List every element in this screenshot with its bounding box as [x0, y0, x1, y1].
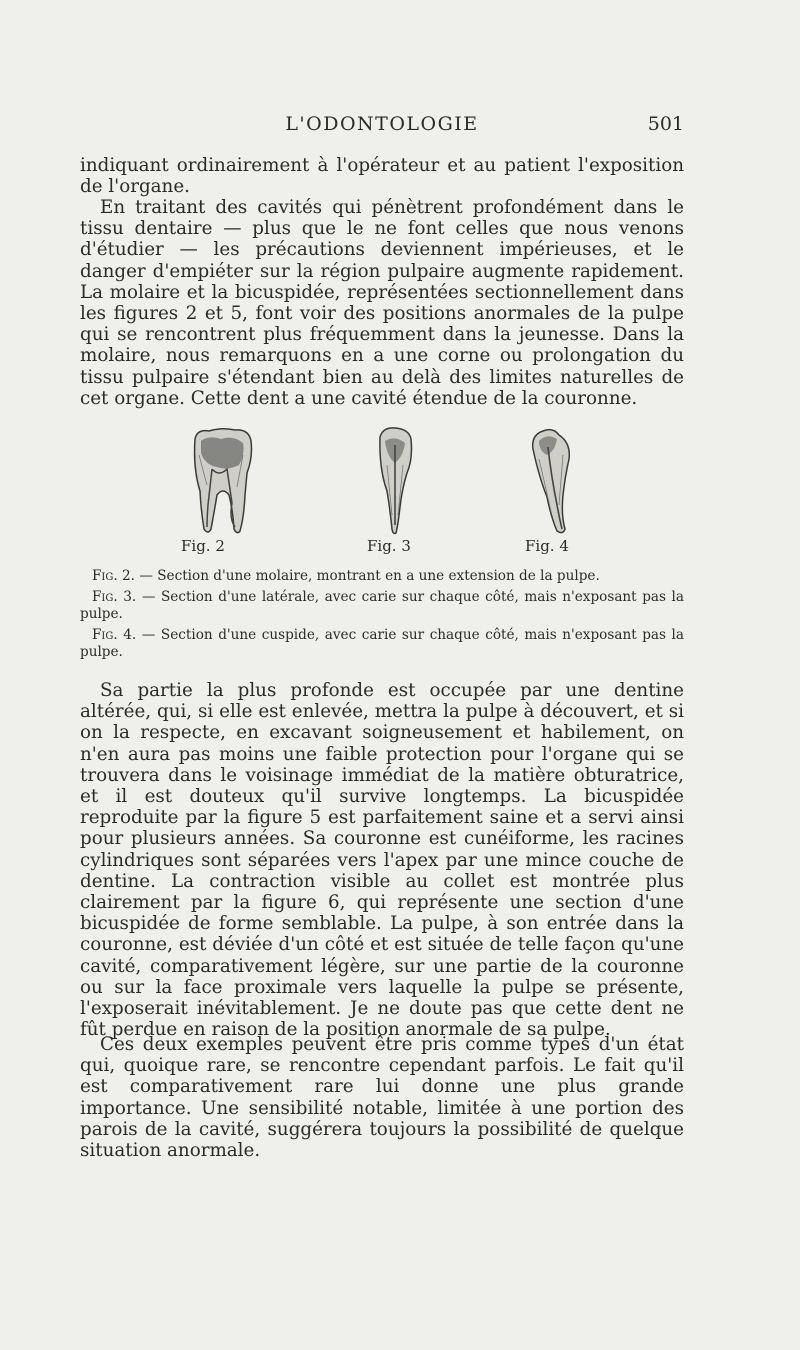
paragraph-1: indiquant ordinairement à l'opérateur et au patient l'exposition de l'organe. [80, 155, 684, 198]
cuspid-section-icon [527, 425, 577, 535]
paragraph-2: En traitant des cavités qui pénètrent profondément dans le tissu dentaire — plus que le ne font celles que nous venons d'étudier — les précautions deviennent impérieuses, et le danger d'empiéter sur la région pulpaire augmente rapidement. La molaire et la bicuspidée, représentées sectionnellement dans les figures 2 et 5, font voir des positions anormales de la pulpe qui se rencontrent plus fréquemment dans la jeunesse. Dans la molaire, nous remarquons en a une corne ou prolongation du tissu pulpaire s'étendant bien au delà des limites naturelles de cet organe. Cette dent a une cavité étendue de la couronne. [80, 197, 684, 409]
caption-text: — Section d'une molaire, montrant en a une extension de la pulpe. [139, 568, 600, 584]
caption-fig-4 [80, 627, 684, 661]
caption-text: — Section d'une cuspide, avec carie sur chaque côté, mais n'exposant pas la pulpe. [80, 627, 684, 660]
figure-captions [80, 568, 684, 665]
caption-prefix: Fig. 2. [92, 568, 135, 584]
molar-section-icon [187, 425, 257, 535]
caption-fig-3 [80, 589, 684, 623]
figure-3-label: Fig. 3 [367, 537, 411, 555]
figure-3 [367, 425, 415, 555]
caption-text: — Section d'une latérale, avec carie sur chaque côté, mais n'exposant pas la pulpe. [80, 589, 685, 622]
caption-prefix: Fig. 4. [92, 627, 137, 643]
figure-4 [525, 425, 577, 555]
paragraph-4: Ces deux exemples peuvent être pris comme types d'un état qui, quoique rare, se rencontre cependant parfois. Le fait qu'il est comparativement rare lui donne une plus grande importance. Une sensibilité notable, limitée à une portion des parois de la cavité, suggérera toujours la possibilité de quelque situation anormale. [80, 1034, 684, 1162]
page-header [80, 113, 684, 143]
figure-4-label: Fig. 4 [525, 537, 569, 555]
figure-2 [181, 425, 257, 555]
page-number: 501 [647, 113, 684, 135]
caption-fig-2 [80, 568, 684, 585]
running-title: L'ODONTOLOGIE [285, 113, 479, 135]
paragraph-3: Sa partie la plus profonde est occupée par une dentine altérée, qui, si elle est enlevée, mettra la pulpe à découvert, et si on la respecte, en excavant soigneusement et habilement, on n'en aura pas moins une faible protection pour l'organe qui se trouvera dans le voisinage immédiat de la matière obturatrice, et il est douteux qu'il survive longtemps. La bicuspidée reproduite par la figure 5 est parfaitement saine et a servi ainsi pour plusieurs années. Sa couronne est cunéiforme, les racines cylindriques sont séparées vers l'apex par une mince couche de dentine. La contraction visible au collet est montrée plus clairement par la figure 6, qui représente une section d'une bicuspidée de forme semblable. La pulpe, à son entrée dans la couronne, est déviée d'un côté et est située de telle façon qu'une cavité, comparativement légère, sur une partie de la couronne ou sur la face proximale vers laquelle la pulpe se présente, l'exposerait inévitablement. Je ne doute pas que cette dent ne fût perdue en raison de la position anormale de sa pulpe. [80, 680, 684, 1041]
figure-2-label: Fig. 2 [181, 537, 225, 555]
figure-group [80, 425, 684, 565]
caption-prefix: Fig. 3. [92, 589, 137, 605]
lateral-incisor-section-icon [375, 425, 415, 535]
